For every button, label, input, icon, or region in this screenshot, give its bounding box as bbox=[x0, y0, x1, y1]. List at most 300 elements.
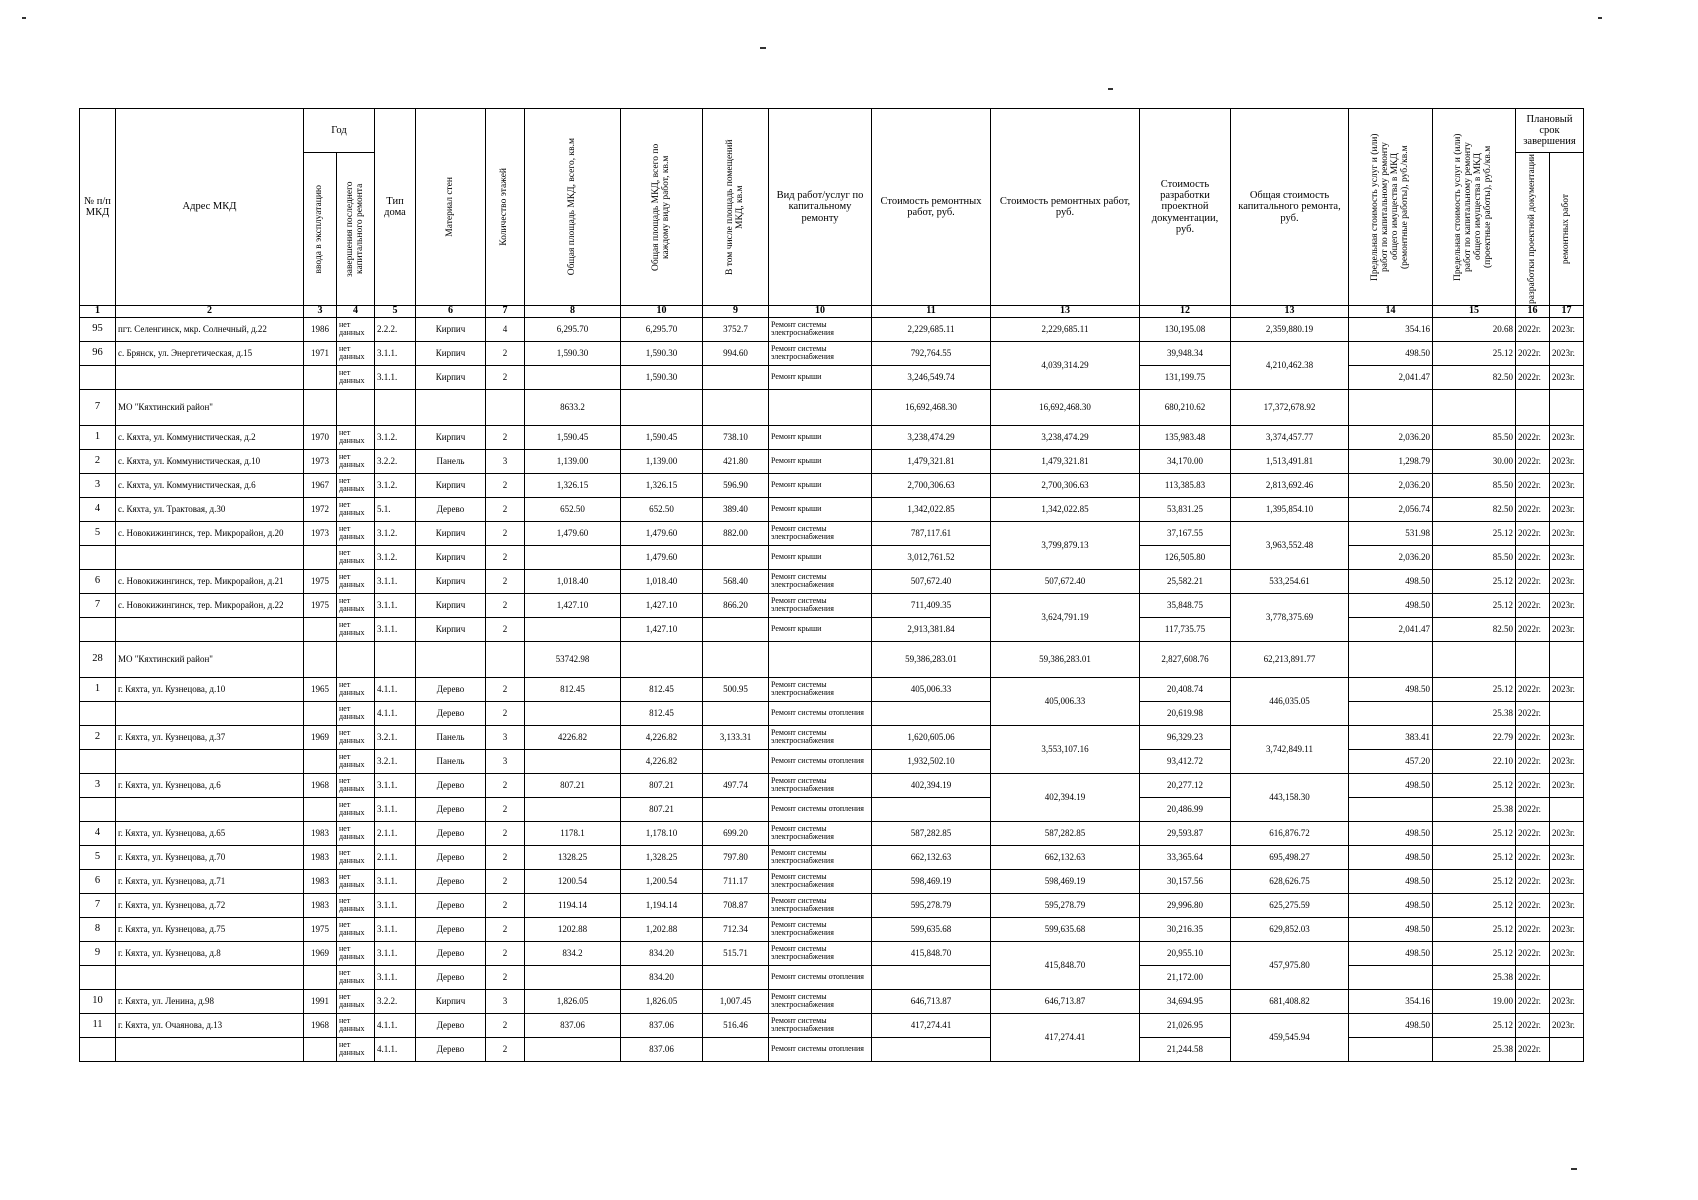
floors-cell: 2 bbox=[486, 617, 525, 641]
total-area-cell: 837.06 bbox=[525, 1013, 621, 1037]
total-area-cell: 1178.1 bbox=[525, 821, 621, 845]
row-number: 1 bbox=[80, 425, 116, 449]
table-row bbox=[80, 917, 1584, 941]
row-number: 5 bbox=[80, 845, 116, 869]
premises-area-cell: 712.34 bbox=[703, 917, 769, 941]
house-type-cell: 3.1.2. bbox=[375, 473, 416, 497]
total-cost-cell: 62,213,891.77 bbox=[1231, 641, 1349, 677]
area-by-work-cell: 837.06 bbox=[621, 1013, 703, 1037]
floors-cell: 2 bbox=[486, 425, 525, 449]
repair-cost-cell: 792,764.55 bbox=[872, 341, 991, 365]
deadline-repair-cell: 2023г. bbox=[1550, 521, 1584, 545]
floors-cell: 2 bbox=[486, 569, 525, 593]
max-cost-repair-cell: 354.16 bbox=[1349, 989, 1433, 1013]
deadline-repair-cell: 2023г. bbox=[1550, 677, 1584, 701]
repair-cost-cell: 16,692,468.30 bbox=[872, 389, 991, 425]
total-area-cell bbox=[525, 965, 621, 989]
work-type-cell: Ремонт крыши bbox=[769, 617, 872, 641]
repair-cost-total-cell: 3,238,474.29 bbox=[991, 425, 1140, 449]
year-last-repair-cell: нет данных bbox=[337, 821, 375, 845]
repair-cost-total-cell: 402,394.19 bbox=[991, 773, 1140, 821]
floors-cell: 2 bbox=[486, 473, 525, 497]
table-row bbox=[80, 893, 1584, 917]
area-by-work-cell bbox=[621, 389, 703, 425]
wall-material-cell bbox=[416, 389, 486, 425]
year-commission-cell: 1975 bbox=[304, 569, 337, 593]
column-number: 13 bbox=[991, 306, 1140, 318]
deadline-repair-cell bbox=[1550, 797, 1584, 821]
design-cost-cell: 29,593.87 bbox=[1140, 821, 1231, 845]
total-area-cell: 1,326.15 bbox=[525, 473, 621, 497]
floors-cell: 2 bbox=[486, 497, 525, 521]
area-by-work-cell: 812.45 bbox=[621, 701, 703, 725]
area-by-work-cell bbox=[621, 641, 703, 677]
row-number bbox=[80, 617, 116, 641]
premises-area-cell bbox=[703, 545, 769, 569]
design-cost-cell: 135,983.48 bbox=[1140, 425, 1231, 449]
deadline-design-cell: 2022г. bbox=[1516, 797, 1550, 821]
repair-cost-cell: 2,700,306.63 bbox=[872, 473, 991, 497]
year-last-repair-cell: нет данных bbox=[337, 317, 375, 341]
wall-material-cell: Дерево bbox=[416, 677, 486, 701]
column-number: 17 bbox=[1550, 306, 1584, 318]
work-type-cell: Ремонт системы электроснабжения bbox=[769, 569, 872, 593]
total-area-cell: 1202.88 bbox=[525, 917, 621, 941]
house-type-cell: 3.1.1. bbox=[375, 965, 416, 989]
deadline-repair-cell: 2023г. bbox=[1550, 569, 1584, 593]
work-type-cell: Ремонт системы электроснабжения bbox=[769, 893, 872, 917]
year-commission-cell: 1991 bbox=[304, 989, 337, 1013]
total-area-cell bbox=[525, 749, 621, 773]
repair-cost-total-cell: 2,229,685.11 bbox=[991, 317, 1140, 341]
address-cell: с. Кяхта, ул. Трактовая, д.30 bbox=[116, 497, 304, 521]
row-number bbox=[80, 545, 116, 569]
address-cell bbox=[116, 545, 304, 569]
house-type-cell: 3.1.1. bbox=[375, 593, 416, 617]
area-by-work-cell: 1,328.25 bbox=[621, 845, 703, 869]
table-row bbox=[80, 1013, 1584, 1037]
header-max-cost-repair: Предельная стоимость услуг и (или) работ по капитальному ремонту общего имущества в МКД (ремонтные работы), руб./кв.м bbox=[1349, 109, 1433, 306]
address-cell: МО "Кяхтинский район" bbox=[116, 389, 304, 425]
row-number: 6 bbox=[80, 569, 116, 593]
year-last-repair-cell bbox=[337, 389, 375, 425]
house-type-cell: 3.1.2. bbox=[375, 425, 416, 449]
address-cell: МО "Кяхтинский район" bbox=[116, 641, 304, 677]
year-commission-cell: 1983 bbox=[304, 845, 337, 869]
repair-plan-table bbox=[79, 108, 1584, 1062]
design-cost-cell: 34,694.95 bbox=[1140, 989, 1231, 1013]
area-by-work-cell: 837.06 bbox=[621, 1037, 703, 1061]
row-number: 4 bbox=[80, 821, 116, 845]
floors-cell: 2 bbox=[486, 821, 525, 845]
premises-area-cell: 1,007.45 bbox=[703, 989, 769, 1013]
max-cost-repair-cell bbox=[1349, 797, 1433, 821]
address-cell bbox=[116, 617, 304, 641]
premises-area-cell: 568.40 bbox=[703, 569, 769, 593]
design-cost-cell: 96,329.23 bbox=[1140, 725, 1231, 749]
year-commission-cell bbox=[304, 389, 337, 425]
deadline-design-cell: 2022г. bbox=[1516, 593, 1550, 617]
column-number: 6 bbox=[416, 306, 486, 318]
max-cost-design-cell: 85.50 bbox=[1433, 545, 1516, 569]
max-cost-design-cell: 20.68 bbox=[1433, 317, 1516, 341]
year-commission-cell: 1969 bbox=[304, 941, 337, 965]
address-cell: г. Кяхта, ул. Кузнецова, д.75 bbox=[116, 917, 304, 941]
max-cost-repair-cell bbox=[1349, 641, 1433, 677]
max-cost-repair-cell bbox=[1349, 1037, 1433, 1061]
year-last-repair-cell: нет данных bbox=[337, 593, 375, 617]
total-area-cell: 1194.14 bbox=[525, 893, 621, 917]
premises-area-cell: 3752.7 bbox=[703, 317, 769, 341]
year-commission-cell: 1973 bbox=[304, 521, 337, 545]
wall-material-cell: Дерево bbox=[416, 701, 486, 725]
deadline-repair-cell bbox=[1550, 701, 1584, 725]
year-commission-cell: 1983 bbox=[304, 869, 337, 893]
table-row bbox=[80, 1037, 1584, 1061]
premises-area-cell bbox=[703, 965, 769, 989]
premises-area-cell bbox=[703, 389, 769, 425]
address-cell bbox=[116, 749, 304, 773]
wall-material-cell bbox=[416, 641, 486, 677]
max-cost-repair-cell bbox=[1349, 965, 1433, 989]
design-cost-cell: 21,244.58 bbox=[1140, 1037, 1231, 1061]
max-cost-design-cell: 30.00 bbox=[1433, 449, 1516, 473]
deadline-repair-cell: 2023г. bbox=[1550, 773, 1584, 797]
table-row bbox=[80, 797, 1584, 821]
column-number: 8 bbox=[525, 306, 621, 318]
floors-cell: 3 bbox=[486, 989, 525, 1013]
max-cost-repair-cell: 498.50 bbox=[1349, 677, 1433, 701]
table-row bbox=[80, 941, 1584, 965]
design-cost-cell: 126,505.80 bbox=[1140, 545, 1231, 569]
design-cost-cell: 33,365.64 bbox=[1140, 845, 1231, 869]
work-type-cell: Ремонт системы электроснабжения bbox=[769, 845, 872, 869]
max-cost-design-cell: 82.50 bbox=[1433, 365, 1516, 389]
premises-area-cell: 797.80 bbox=[703, 845, 769, 869]
repair-cost-total-cell: 4,039,314.29 bbox=[991, 341, 1140, 389]
row-number: 4 bbox=[80, 497, 116, 521]
design-cost-cell: 130,195.08 bbox=[1140, 317, 1231, 341]
wall-material-cell: Кирпич bbox=[416, 593, 486, 617]
total-cost-cell: 629,852.03 bbox=[1231, 917, 1349, 941]
area-by-work-cell: 6,295.70 bbox=[621, 317, 703, 341]
max-cost-repair-cell: 498.50 bbox=[1349, 773, 1433, 797]
area-by-work-cell: 4,226.82 bbox=[621, 725, 703, 749]
year-commission-cell: 1973 bbox=[304, 449, 337, 473]
work-type-cell: Ремонт крыши bbox=[769, 545, 872, 569]
year-commission-cell: 1968 bbox=[304, 773, 337, 797]
column-number: 2 bbox=[116, 306, 304, 318]
repair-cost-total-cell: 16,692,468.30 bbox=[991, 389, 1140, 425]
repair-cost-total-cell: 1,342,022.85 bbox=[991, 497, 1140, 521]
table-body bbox=[80, 317, 1584, 1061]
column-number: 10 bbox=[621, 306, 703, 318]
premises-area-cell: 866.20 bbox=[703, 593, 769, 617]
scan-speck bbox=[760, 47, 766, 49]
repair-cost-cell: 3,246,549.74 bbox=[872, 365, 991, 389]
total-area-cell bbox=[525, 1037, 621, 1061]
total-cost-cell: 2,359,880.19 bbox=[1231, 317, 1349, 341]
house-type-cell: 3.2.1. bbox=[375, 749, 416, 773]
address-cell: с. Новокижингинск, тер. Микрорайон, д.22 bbox=[116, 593, 304, 617]
premises-area-cell: 3,133.31 bbox=[703, 725, 769, 749]
header-deadline-repair: ремонтных работ bbox=[1550, 153, 1584, 306]
year-last-repair-cell: нет данных bbox=[337, 365, 375, 389]
wall-material-cell: Дерево bbox=[416, 1013, 486, 1037]
total-area-cell: 807.21 bbox=[525, 773, 621, 797]
premises-area-cell: 497.74 bbox=[703, 773, 769, 797]
total-area-cell: 652.50 bbox=[525, 497, 621, 521]
house-type-cell: 3.2.2. bbox=[375, 449, 416, 473]
max-cost-repair-cell: 498.50 bbox=[1349, 941, 1433, 965]
area-by-work-cell: 1,826.05 bbox=[621, 989, 703, 1013]
max-cost-repair-cell: 498.50 bbox=[1349, 1013, 1433, 1037]
floors-cell: 2 bbox=[486, 797, 525, 821]
max-cost-repair-cell: 531.98 bbox=[1349, 521, 1433, 545]
address-cell bbox=[116, 797, 304, 821]
floors-cell: 2 bbox=[486, 593, 525, 617]
repair-cost-cell: 1,479,321.81 bbox=[872, 449, 991, 473]
address-cell: с. Кяхта, ул. Коммунистическая, д.6 bbox=[116, 473, 304, 497]
premises-area-cell: 515.71 bbox=[703, 941, 769, 965]
wall-material-cell: Кирпич bbox=[416, 365, 486, 389]
table-row bbox=[80, 341, 1584, 365]
work-type-cell: Ремонт системы электроснабжения bbox=[769, 317, 872, 341]
year-last-repair-cell: нет данных bbox=[337, 521, 375, 545]
repair-cost-cell: 711,409.35 bbox=[872, 593, 991, 617]
premises-area-cell: 738.10 bbox=[703, 425, 769, 449]
repair-cost-cell: 787,117.61 bbox=[872, 521, 991, 545]
year-last-repair-cell: нет данных bbox=[337, 545, 375, 569]
column-number-row bbox=[80, 306, 1584, 318]
total-area-cell: 6,295.70 bbox=[525, 317, 621, 341]
table-row bbox=[80, 593, 1584, 617]
deadline-repair-cell: 2023г. bbox=[1550, 1013, 1584, 1037]
wall-material-cell: Дерево bbox=[416, 1037, 486, 1061]
address-cell: с. Брянск, ул. Энергетическая, д.15 bbox=[116, 341, 304, 365]
table-row bbox=[80, 521, 1584, 545]
column-number: 3 bbox=[304, 306, 337, 318]
wall-material-cell: Дерево bbox=[416, 845, 486, 869]
max-cost-design-cell: 25.12 bbox=[1433, 773, 1516, 797]
deadline-repair-cell bbox=[1550, 965, 1584, 989]
header-year-last-repair: завершения последнего капитального ремонта bbox=[337, 153, 375, 306]
year-last-repair-cell: нет данных bbox=[337, 569, 375, 593]
address-cell: с. Кяхта, ул. Коммунистическая, д.2 bbox=[116, 425, 304, 449]
max-cost-design-cell: 25.12 bbox=[1433, 593, 1516, 617]
design-cost-cell: 20,955.10 bbox=[1140, 941, 1231, 965]
floors-cell: 2 bbox=[486, 845, 525, 869]
design-cost-cell: 53,831.25 bbox=[1140, 497, 1231, 521]
repair-cost-total-cell: 598,469.19 bbox=[991, 869, 1140, 893]
deadline-repair-cell: 2023г. bbox=[1550, 317, 1584, 341]
max-cost-repair-cell: 498.50 bbox=[1349, 869, 1433, 893]
header-total-area: Общая площадь МКД, всего, кв.м bbox=[525, 109, 621, 306]
premises-area-cell bbox=[703, 641, 769, 677]
total-area-cell: 1,590.45 bbox=[525, 425, 621, 449]
design-cost-cell: 21,172.00 bbox=[1140, 965, 1231, 989]
premises-area-cell: 596.90 bbox=[703, 473, 769, 497]
house-type-cell: 3.1.1. bbox=[375, 893, 416, 917]
year-commission-cell bbox=[304, 617, 337, 641]
house-type-cell: 3.1.1. bbox=[375, 617, 416, 641]
deadline-design-cell: 2022г. bbox=[1516, 569, 1550, 593]
repair-cost-cell: 3,012,761.52 bbox=[872, 545, 991, 569]
premises-area-cell: 711.17 bbox=[703, 869, 769, 893]
max-cost-design-cell: 25.12 bbox=[1433, 917, 1516, 941]
deadline-design-cell: 2022г. bbox=[1516, 701, 1550, 725]
row-number: 95 bbox=[80, 317, 116, 341]
floors-cell: 2 bbox=[486, 917, 525, 941]
deadline-design-cell: 2022г. bbox=[1516, 545, 1550, 569]
address-cell: г. Кяхта, ул. Кузнецова, д.10 bbox=[116, 677, 304, 701]
deadline-design-cell: 2022г. bbox=[1516, 725, 1550, 749]
area-by-work-cell: 1,326.15 bbox=[621, 473, 703, 497]
repair-cost-cell: 417,274.41 bbox=[872, 1013, 991, 1037]
deadline-design-cell: 2022г. bbox=[1516, 941, 1550, 965]
repair-cost-total-cell: 1,479,321.81 bbox=[991, 449, 1140, 473]
area-by-work-cell: 812.45 bbox=[621, 677, 703, 701]
repair-cost-total-cell: 662,132.63 bbox=[991, 845, 1140, 869]
row-number: 6 bbox=[80, 869, 116, 893]
wall-material-cell: Дерево bbox=[416, 941, 486, 965]
house-type-cell: 3.1.1. bbox=[375, 941, 416, 965]
total-area-cell bbox=[525, 617, 621, 641]
row-number bbox=[80, 797, 116, 821]
year-commission-cell: 1975 bbox=[304, 593, 337, 617]
repair-cost-total-cell: 599,635.68 bbox=[991, 917, 1140, 941]
year-last-repair-cell: нет данных bbox=[337, 425, 375, 449]
total-area-cell bbox=[525, 365, 621, 389]
deadline-design-cell: 2022г. bbox=[1516, 773, 1550, 797]
deadline-repair-cell: 2023г. bbox=[1550, 497, 1584, 521]
repair-cost-cell bbox=[872, 1037, 991, 1061]
max-cost-repair-cell: 457.20 bbox=[1349, 749, 1433, 773]
total-area-cell: 1,427.10 bbox=[525, 593, 621, 617]
scan-speck bbox=[1108, 88, 1113, 90]
repair-cost-cell: 402,394.19 bbox=[872, 773, 991, 797]
year-last-repair-cell: нет данных bbox=[337, 965, 375, 989]
year-last-repair-cell: нет данных bbox=[337, 617, 375, 641]
max-cost-design-cell: 22.79 bbox=[1433, 725, 1516, 749]
row-number: 10 bbox=[80, 989, 116, 1013]
deadline-repair-cell: 2023г. bbox=[1550, 473, 1584, 497]
area-by-work-cell: 1,194.14 bbox=[621, 893, 703, 917]
deadline-design-cell: 2022г. bbox=[1516, 473, 1550, 497]
address-cell: г. Кяхта, ул. Кузнецова, д.8 bbox=[116, 941, 304, 965]
header-n: № п/п МКД bbox=[80, 109, 116, 306]
address-cell bbox=[116, 965, 304, 989]
design-cost-cell: 35,848.75 bbox=[1140, 593, 1231, 617]
work-type-cell: Ремонт крыши bbox=[769, 497, 872, 521]
area-by-work-cell: 1,200.54 bbox=[621, 869, 703, 893]
design-cost-cell: 30,157.56 bbox=[1140, 869, 1231, 893]
total-cost-cell: 695,498.27 bbox=[1231, 845, 1349, 869]
design-cost-cell: 20,277.12 bbox=[1140, 773, 1231, 797]
deadline-design-cell: 2022г. bbox=[1516, 845, 1550, 869]
max-cost-repair-cell: 2,041.47 bbox=[1349, 617, 1433, 641]
year-commission-cell: 1967 bbox=[304, 473, 337, 497]
wall-material-cell: Кирпич bbox=[416, 473, 486, 497]
wall-material-cell: Кирпич bbox=[416, 425, 486, 449]
design-cost-cell: 37,167.55 bbox=[1140, 521, 1231, 545]
max-cost-design-cell: 85.50 bbox=[1433, 425, 1516, 449]
wall-material-cell: Кирпич bbox=[416, 317, 486, 341]
max-cost-design-cell: 25.12 bbox=[1433, 869, 1516, 893]
row-number: 7 bbox=[80, 593, 116, 617]
total-cost-cell: 3,778,375.69 bbox=[1231, 593, 1349, 641]
house-type-cell: 3.1.2. bbox=[375, 545, 416, 569]
deadline-design-cell: 2022г. bbox=[1516, 893, 1550, 917]
design-cost-cell: 34,170.00 bbox=[1140, 449, 1231, 473]
year-commission-cell: 1972 bbox=[304, 497, 337, 521]
year-commission-cell: 1965 bbox=[304, 677, 337, 701]
premises-area-cell bbox=[703, 701, 769, 725]
header-work-type: Вид работ/услуг по капитальному ремонту bbox=[769, 109, 872, 306]
year-commission-cell bbox=[304, 965, 337, 989]
deadline-repair-cell: 2023г. bbox=[1550, 845, 1584, 869]
deadline-repair-cell: 2023г. bbox=[1550, 941, 1584, 965]
floors-cell: 2 bbox=[486, 869, 525, 893]
house-type-cell: 3.1.1. bbox=[375, 341, 416, 365]
max-cost-repair-cell: 2,036.20 bbox=[1349, 425, 1433, 449]
max-cost-design-cell: 25.12 bbox=[1433, 569, 1516, 593]
max-cost-repair-cell: 2,056.74 bbox=[1349, 497, 1433, 521]
row-number bbox=[80, 1037, 116, 1061]
year-commission-cell: 1975 bbox=[304, 917, 337, 941]
deadline-design-cell: 2022г. bbox=[1516, 317, 1550, 341]
repair-cost-cell: 2,913,381.84 bbox=[872, 617, 991, 641]
scan-speck bbox=[1571, 1168, 1577, 1170]
year-commission-cell: 1983 bbox=[304, 821, 337, 845]
total-cost-cell: 616,876.72 bbox=[1231, 821, 1349, 845]
column-number: 9 bbox=[703, 306, 769, 318]
area-by-work-cell: 1,427.10 bbox=[621, 617, 703, 641]
column-number: 13 bbox=[1231, 306, 1349, 318]
year-commission-cell bbox=[304, 749, 337, 773]
work-type-cell bbox=[769, 641, 872, 677]
header-year-commission: ввода в эксплуатацию bbox=[304, 153, 337, 306]
max-cost-repair-cell bbox=[1349, 389, 1433, 425]
row-number: 96 bbox=[80, 341, 116, 365]
repair-cost-cell: 405,006.33 bbox=[872, 677, 991, 701]
repair-cost-cell: 59,386,283.01 bbox=[872, 641, 991, 677]
table-row bbox=[80, 989, 1584, 1013]
header-design-cost: Стоимость разработки проектной документации, руб. bbox=[1140, 109, 1231, 306]
deadline-design-cell: 2022г. bbox=[1516, 521, 1550, 545]
address-cell: с. Кяхта, ул. Коммунистическая, д.10 bbox=[116, 449, 304, 473]
wall-material-cell: Дерево bbox=[416, 869, 486, 893]
address-cell bbox=[116, 365, 304, 389]
address-cell: г. Кяхта, ул. Кузнецова, д.37 bbox=[116, 725, 304, 749]
column-number: 4 bbox=[337, 306, 375, 318]
area-by-work-cell: 834.20 bbox=[621, 941, 703, 965]
table-row bbox=[80, 497, 1584, 521]
floors-cell bbox=[486, 389, 525, 425]
deadline-repair-cell: 2023г. bbox=[1550, 617, 1584, 641]
max-cost-repair-cell: 354.16 bbox=[1349, 317, 1433, 341]
address-cell: г. Кяхта, ул. Кузнецова, д.6 bbox=[116, 773, 304, 797]
max-cost-repair-cell: 498.50 bbox=[1349, 845, 1433, 869]
repair-cost-cell bbox=[872, 701, 991, 725]
work-type-cell: Ремонт системы отопления bbox=[769, 965, 872, 989]
repair-cost-cell: 587,282.85 bbox=[872, 821, 991, 845]
repair-cost-total-cell: 417,274.41 bbox=[991, 1013, 1140, 1061]
premises-area-cell: 699.20 bbox=[703, 821, 769, 845]
max-cost-design-cell: 25.12 bbox=[1433, 821, 1516, 845]
premises-area-cell: 516.46 bbox=[703, 1013, 769, 1037]
house-type-cell: 3.1.1. bbox=[375, 365, 416, 389]
